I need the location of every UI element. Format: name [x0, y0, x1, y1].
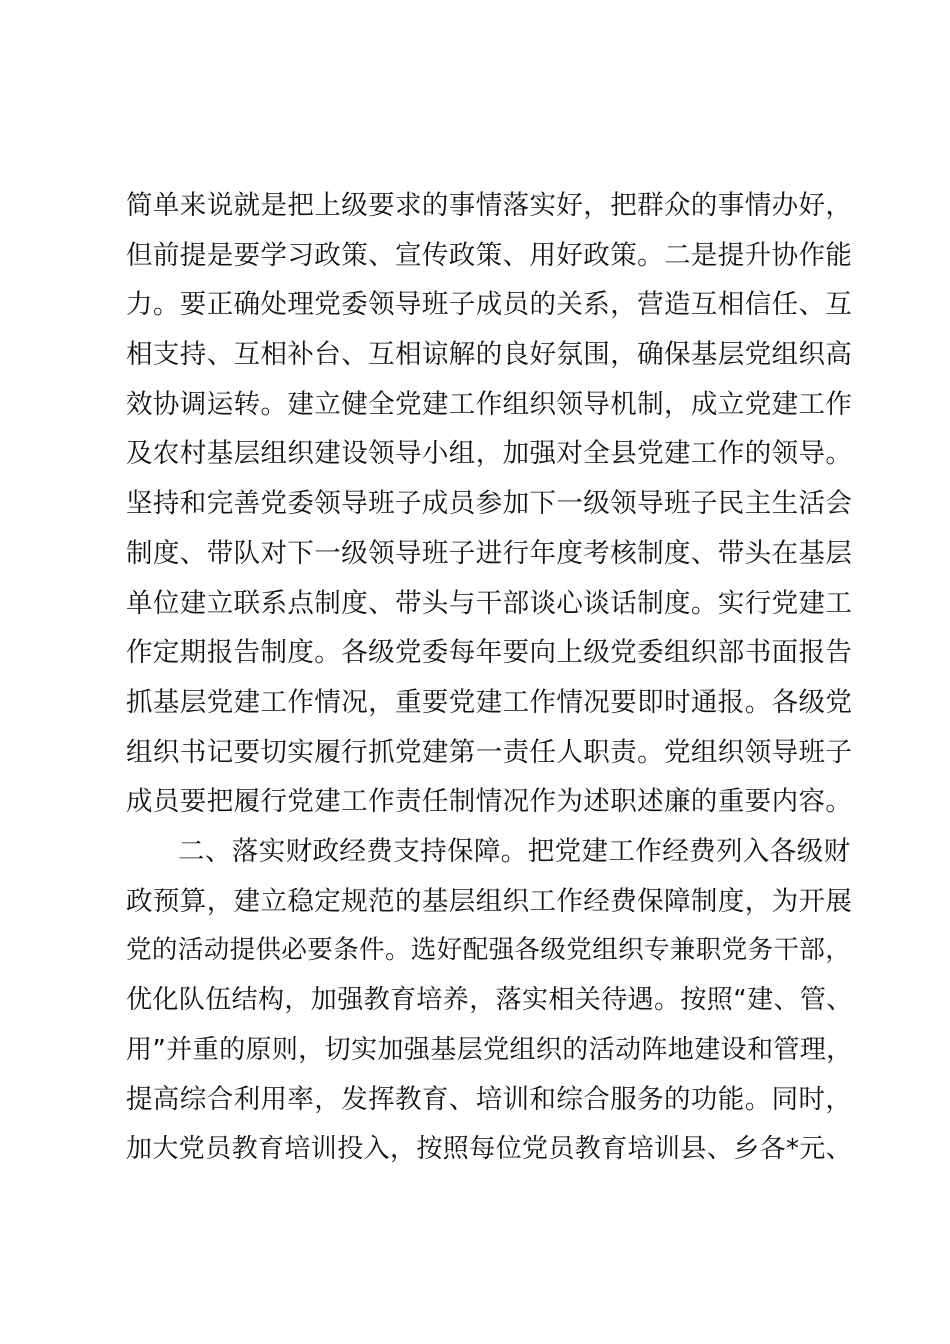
text-line: 坚持和完善党委领导班子成员参加下一级领导班子民主生活会	[126, 488, 853, 520]
text-line: 及农村基层组织建设领导小组，加强对全县党建工作的领导。	[126, 438, 853, 470]
body-text	[126, 181, 856, 1175]
text-line: 组织书记要切实履行抓党建第一责任人职责。党组织领导班子	[126, 736, 853, 768]
text-line: 政预算，建立稳定规范的基层组织工作经费保障制度，为开展	[126, 885, 853, 917]
text-line: 相支持、互相补台、互相谅解的良好氛围，确保基层党组织高	[126, 339, 853, 371]
text-line: 加大党员教育培训投入，按照每位党员教育培训县、乡各*元、	[126, 1134, 853, 1165]
text-line: 效协调运转。建立健全党建工作组织领导机制，成立党建工作	[126, 388, 853, 420]
section-heading-line: 二、落实财政经费支持保障。把党建工作经费列入各级财	[178, 835, 851, 867]
text-line: 优化队伍结构，加强教育培养，落实相关待遇。按照“建、管、	[126, 985, 853, 1015]
text-line: 力。要正确处理党委领导班子成员的关系，营造互相信任、互	[126, 289, 853, 321]
text-line: 成员要把履行党建工作责任制情况作为述职述廉的重要内容。	[126, 786, 853, 818]
text-line: 抓基层党建工作情况，重要党建工作情况要即时通报。各级党	[126, 686, 853, 718]
text-line: 作定期报告制度。各级党委每年要向上级党委组织部书面报告	[126, 637, 853, 669]
text-line: 制度、带队对下一级领导班子进行年度考核制度、带头在基层	[126, 537, 853, 569]
text-line: 用”并重的原则，切实加强基层党组织的活动阵地建设和管理，	[126, 1034, 853, 1065]
text-line: 单位建立联系点制度、带头与干部谈心谈话制度。实行党建工	[126, 587, 853, 619]
text-line: 提高综合利用率，发挥教育、培训和综合服务的功能。同时，	[126, 1084, 853, 1116]
text-line: 简单来说就是把上级要求的事情落实好，把群众的事情办好，	[126, 190, 853, 221]
text-line: 但前提是要学习政策、宣传政策、用好政策。二是提升协作能	[126, 239, 853, 271]
text-line: 党的活动提供必要条件。选好配强各级党组织专兼职党务干部，	[126, 935, 852, 966]
